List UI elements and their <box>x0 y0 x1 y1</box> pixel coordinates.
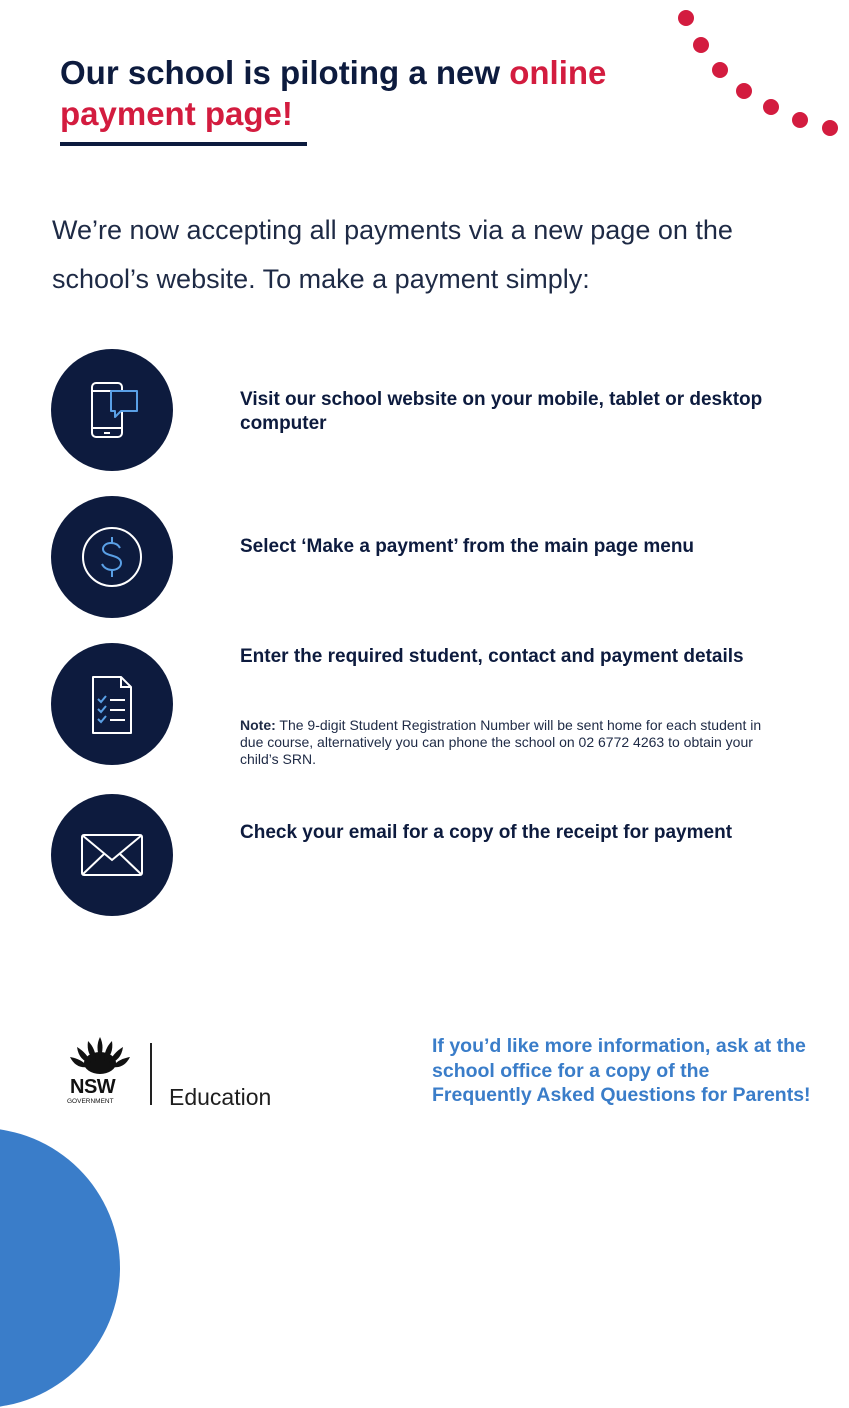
step-4-text: Check your email for a copy of the receipt for payment <box>240 822 733 843</box>
note-text <box>240 717 770 768</box>
mobile-chat-icon <box>51 349 173 471</box>
nsw-education-logo <box>60 1033 290 1113</box>
logo-education-text: Education <box>169 1084 272 1110</box>
checklist-icon <box>51 643 173 765</box>
note-body: The 9-digit Student Registration Number will be sent home for each student in due course, alternatively you can phone the school on 02 6772 4263 to obtain your child’s SRN. <box>240 717 762 767</box>
corner-decoration <box>0 1128 120 1408</box>
title-underline <box>60 142 307 146</box>
logo-nsw-text: NSW <box>70 1076 116 1098</box>
intro-text: We’re now accepting all payments via a new page on the school’s website. To make a payment simply: <box>52 215 733 294</box>
logo-divider <box>150 1043 152 1105</box>
step-1-text: Visit our school website on your mobile, tablet or desktop computer <box>240 389 763 434</box>
envelope-icon <box>51 794 173 916</box>
logo-government-text: GOVERNMENT <box>67 1098 114 1105</box>
note-label: Note: <box>240 717 276 733</box>
title-accent: online payment page! <box>60 54 607 132</box>
waratah-icon <box>60 1033 140 1079</box>
step-3-text: Enter the required student, contact and payment details <box>240 646 744 667</box>
page-title <box>60 52 700 134</box>
more-info-text: If you’d like more information, ask at the school office for a copy of the Frequently Asked Questions for Parents! <box>432 1035 811 1106</box>
title-main: Our school is piloting a new <box>60 54 510 91</box>
step-2-text: Select ‘Make a payment’ from the main page menu <box>240 536 695 557</box>
dollar-icon <box>51 496 173 618</box>
